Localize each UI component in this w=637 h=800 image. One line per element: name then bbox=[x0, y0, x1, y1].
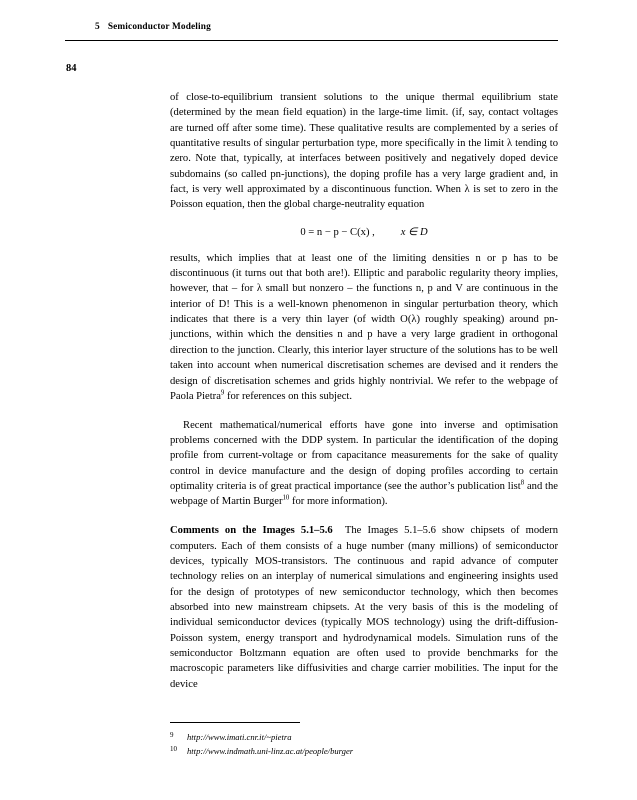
footnote-number: 10 bbox=[170, 744, 177, 753]
equation-domain: x ∈ D bbox=[400, 226, 428, 238]
paragraph-comments-text: The Images 5.1–5.6 show chipsets of modern computers. Each of them consists of a huge number (many millions) of semiconductor devices, typically MOS-transistors. The continuous and rapid advance of computer technology relies on an interplay of numerical simulations and engineering insights used for the design of prototypes of new semiconductor technology, which then becomes absorbed into new mainstream chipsets. At the very basis of this is the modeling of individual semiconductor devices (typically MOS technology) using the drift-diffusion-Poisson system, energy transport and hydrodynamical models. Simulation runs of the semiconductor Boltzmann equation are often used to provide benchmarks for the macroscopic parameters like diffusivities and charge carrier mobilities. The input for the device bbox=[170, 525, 558, 690]
paragraph-continued: of close-to-equilibrium transient solutions to the unique thermal equilibrium state (determined by the mean field equation) in the large-time limit. (if, say, contact voltages are turned off after some time). These qualitative results are complemented by a series of quantitative results of singular perturbation type, more specifically in the limit λ tending to zero. Note that, typically, at interfaces between positively and negatively doped device subdomains (so called pn-junctions), the doping profile has a very large gradient and, in fact, is very well approximated by a discontinuous function. When λ is set to zero in the Poisson equation, then the global charge-neutrality equation bbox=[170, 92, 558, 211]
paragraph-optimisation bbox=[170, 418, 558, 510]
footnote-marker-10[interactable]: 10 bbox=[282, 494, 290, 502]
footnote-text[interactable]: http://www.indmath.uni-linz.ac.at/people/burger bbox=[187, 745, 354, 756]
comments-heading: Comments on the Images 5.1–5.6 bbox=[170, 525, 333, 537]
display-equation bbox=[170, 226, 558, 238]
paragraph-optimisation-end: for more information). bbox=[291, 496, 388, 508]
paragraph-optimisation-start: Recent mathematical/numerical efforts have gone into inverse and optimisation problems concerned with the DDP system. In particular the identification of the doping profile from current-voltage or from capacitance measurements for the sake of quality control in device manufacture and the design of doping profiles according to certain optimality criteria is of great practical importance (see the author’s publication list bbox=[170, 419, 558, 493]
running-head bbox=[95, 22, 211, 32]
paragraph-results-text: results, which implies that at least one of the limiting densities n or p has to be discontinuous (it turns out that both are!). Elliptic and parabolic regularity theory implies, however, that – for λ small but nonzero – the functions n, p and V are continuous in the interior of D! This is a well-known phenomenon in singular perturbation theory, which indicates that there is a very thin layer (of width O(λ) roughly speaking) around pn-junctions, within which the densities n and p have a very large gradient in orthogonal direction to the junction. Clearly, this interior layer structure of the solutions has to be well taken into account when numerical discretisation schemes are devised and it renders the design of discretisation schemes and grids highly nontrivial. We refer to the webpage of Paola Pietra bbox=[170, 252, 558, 402]
footnote-marker-8[interactable]: 8 bbox=[520, 479, 525, 487]
paragraph-results-tail: for references on this subject. bbox=[226, 390, 352, 402]
header-rule bbox=[65, 40, 558, 41]
footnote-separator bbox=[170, 722, 300, 723]
footnote-marker-9[interactable]: 9 bbox=[220, 389, 225, 397]
footnote-item bbox=[170, 731, 558, 745]
page-number: 84 bbox=[66, 63, 77, 74]
text-column bbox=[170, 90, 558, 692]
footnote-area bbox=[170, 731, 558, 758]
equation-expression: 0 = n − p − C(x) , bbox=[300, 226, 375, 238]
footnote-text[interactable]: http://www.imati.cnr.it/~pietra bbox=[187, 732, 292, 742]
paragraph-results bbox=[170, 251, 558, 404]
running-head-chapter-number: 5 bbox=[95, 22, 100, 32]
running-head-chapter-title: Semiconductor Modeling bbox=[107, 22, 211, 32]
footnote-item bbox=[170, 745, 558, 759]
footnote-number: 9 bbox=[170, 731, 174, 739]
paragraph-optimisation-mid: and the webpage of Martin Burger bbox=[170, 481, 558, 508]
paragraph-comments bbox=[170, 523, 558, 692]
